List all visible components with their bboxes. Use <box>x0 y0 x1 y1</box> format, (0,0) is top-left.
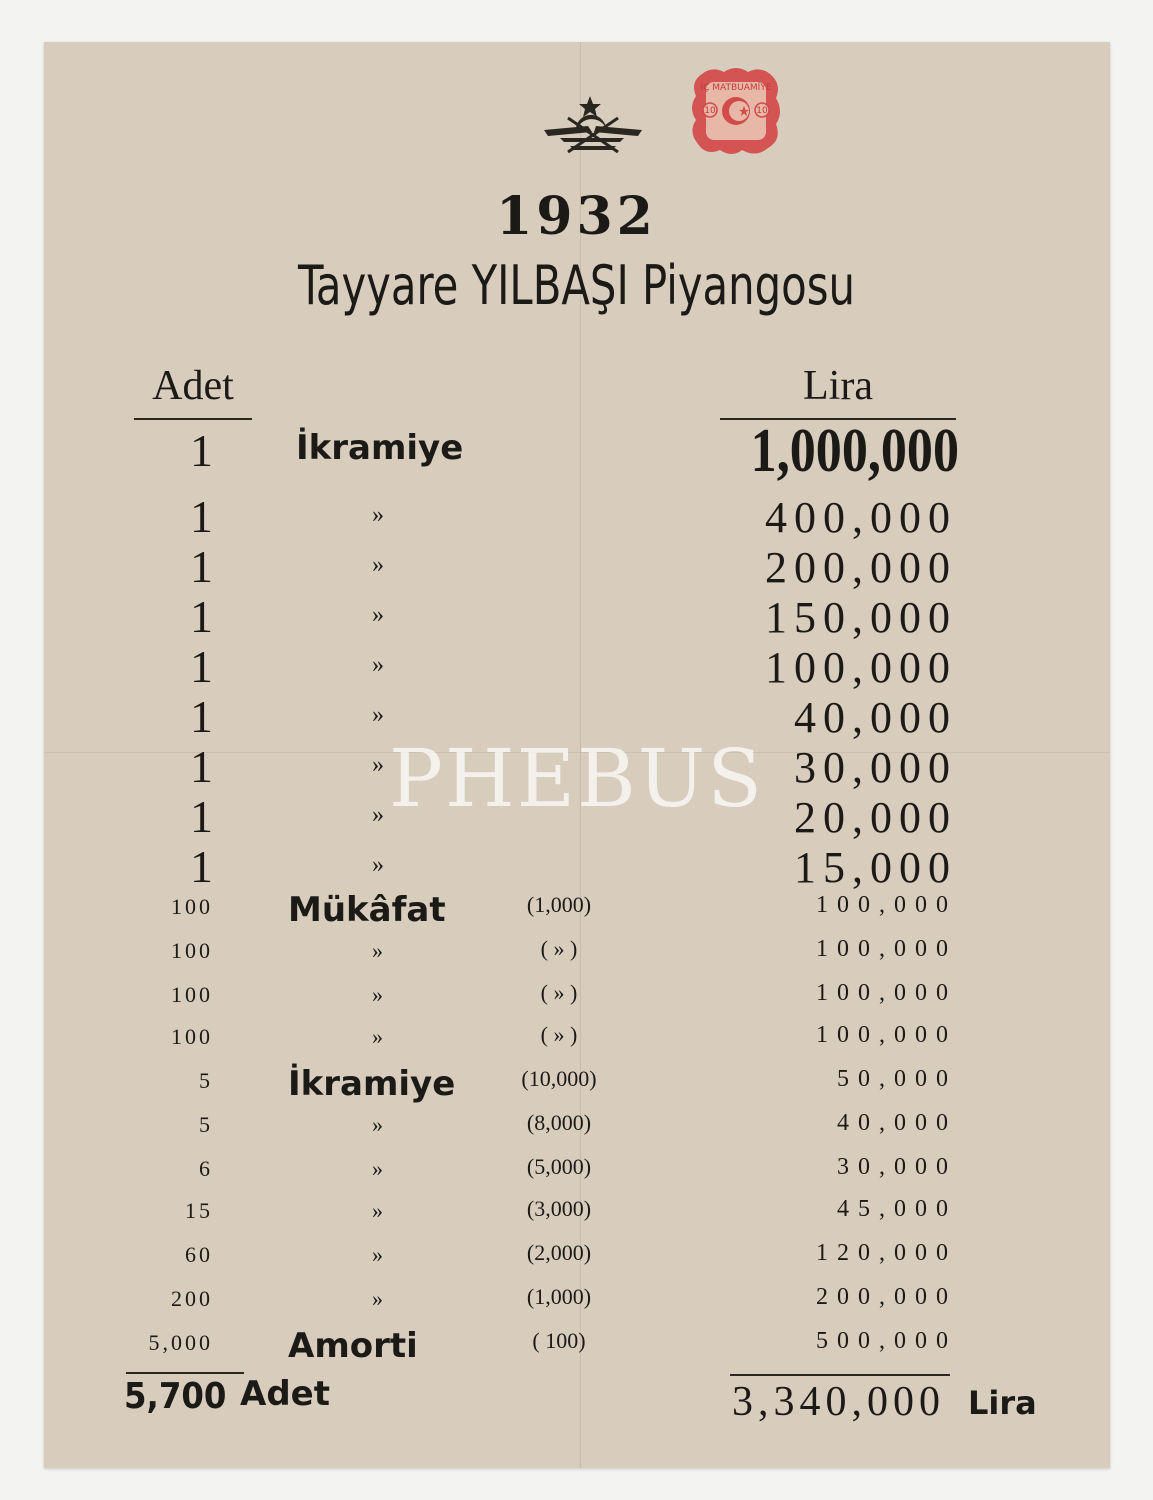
row-amount: 100,000 <box>816 892 957 918</box>
row-ditto-mark: » <box>372 938 383 963</box>
row-unit-value: (10,000) <box>521 1066 597 1091</box>
row-amount: 150,000 <box>765 593 957 642</box>
row-ditto-mark: » <box>372 602 384 628</box>
row-unit-value: ( » ) <box>540 936 578 961</box>
stamp-top-text: İÇ MATBUAMİYE <box>700 83 772 93</box>
document-title: Tayyare YILBAŞI Piyangosu <box>298 254 855 317</box>
row-ditto-mark: » <box>372 552 384 578</box>
row-ditto-mark: » <box>372 1024 383 1049</box>
row-quantity: 1 <box>190 741 213 792</box>
row-unit-value: (1,000) <box>526 892 592 917</box>
row-amount: 100,000 <box>765 643 957 692</box>
row-quantity: 200 <box>171 1286 213 1311</box>
row-amount: 100,000 <box>816 1022 957 1048</box>
row-amount: 200,000 <box>765 543 957 592</box>
row-unit-value: ( » ) <box>540 1022 578 1047</box>
row-amount: 400,000 <box>765 493 957 542</box>
row-amount: 500,000 <box>816 1328 957 1354</box>
row-quantity: 100 <box>171 938 213 963</box>
total-quantity: 5,700 <box>124 1376 227 1417</box>
row-prize-type: Mükâfat <box>288 890 446 930</box>
row-amount: 15,000 <box>794 843 957 892</box>
row-quantity: 1 <box>190 425 213 476</box>
row-ditto-mark: » <box>372 702 384 728</box>
row-amount: 30,000 <box>837 1154 957 1180</box>
row-ditto-mark: » <box>372 1286 383 1311</box>
column-header-amount: Lira <box>803 363 873 409</box>
row-unit-value: (8,000) <box>526 1110 592 1135</box>
row-prize-type: İkramiye <box>288 1064 456 1104</box>
row-unit-value: (2,000) <box>526 1240 592 1265</box>
row-amount: 1,000,000 <box>750 417 959 485</box>
row-amount: 30,000 <box>794 743 957 792</box>
row-prize-type: İkramiye <box>296 428 464 468</box>
revenue-stamp-icon <box>688 64 784 158</box>
total-quantity-unit: Adet <box>240 1374 330 1414</box>
row-ditto-mark: » <box>372 1242 383 1267</box>
total-amount: 3,340,000 <box>732 1379 945 1425</box>
row-ditto-mark: » <box>372 502 384 528</box>
row-unit-value: ( » ) <box>540 980 578 1005</box>
row-quantity: 5 <box>199 1068 213 1093</box>
stamp-left-value: 10 <box>704 106 716 116</box>
row-unit-value: ( 100) <box>532 1328 586 1353</box>
row-amount: 20,000 <box>794 793 957 842</box>
total-amount-unit: Lira <box>968 1384 1037 1422</box>
row-ditto-mark: » <box>372 752 384 778</box>
row-quantity: 100 <box>171 894 213 919</box>
row-amount: 120,000 <box>816 1240 957 1266</box>
watermark: PHEBUS <box>388 732 764 825</box>
row-quantity: 1 <box>190 841 213 892</box>
row-ditto-mark: » <box>372 1156 383 1181</box>
row-quantity: 5 <box>199 1112 213 1137</box>
row-quantity: 6 <box>199 1156 213 1181</box>
row-ditto-mark: » <box>372 1198 383 1223</box>
stamp-right-value: 10 <box>756 106 768 116</box>
row-ditto-mark: » <box>372 652 384 678</box>
row-quantity: 1 <box>190 641 213 692</box>
row-quantity: 1 <box>190 791 213 842</box>
row-amount: 200,000 <box>816 1284 957 1310</box>
row-ditto-mark: » <box>372 802 384 828</box>
document-year: 1932 <box>496 186 657 247</box>
total-amount-rule <box>730 1374 950 1376</box>
row-unit-value: (3,000) <box>526 1196 592 1221</box>
row-amount: 40,000 <box>794 693 957 742</box>
row-amount: 50,000 <box>837 1066 957 1092</box>
row-quantity: 1 <box>190 541 213 592</box>
row-quantity: 15 <box>185 1198 213 1223</box>
row-amount: 100,000 <box>816 980 957 1006</box>
column-header-quantity-rule <box>134 418 252 420</box>
row-quantity: 1 <box>190 591 213 642</box>
row-quantity: 100 <box>171 1024 213 1049</box>
row-amount: 45,000 <box>837 1196 957 1222</box>
row-quantity: 100 <box>171 982 213 1007</box>
row-quantity: 60 <box>185 1242 213 1267</box>
row-unit-value: (1,000) <box>526 1284 592 1309</box>
row-ditto-mark: » <box>372 852 384 878</box>
row-ditto-mark: » <box>372 982 383 1007</box>
row-amount: 40,000 <box>837 1110 957 1136</box>
total-quantity-rule <box>126 1372 244 1374</box>
row-amount: 100,000 <box>816 936 957 962</box>
row-prize-type: Amorti <box>288 1326 418 1366</box>
row-ditto-mark: » <box>372 1112 383 1137</box>
row-quantity: 1 <box>190 691 213 742</box>
column-header-quantity: Adet <box>152 363 234 409</box>
row-quantity: 5,000 <box>148 1330 213 1355</box>
aviation-emblem-icon <box>540 92 646 158</box>
row-unit-value: (5,000) <box>526 1154 592 1179</box>
row-quantity: 1 <box>190 491 213 542</box>
